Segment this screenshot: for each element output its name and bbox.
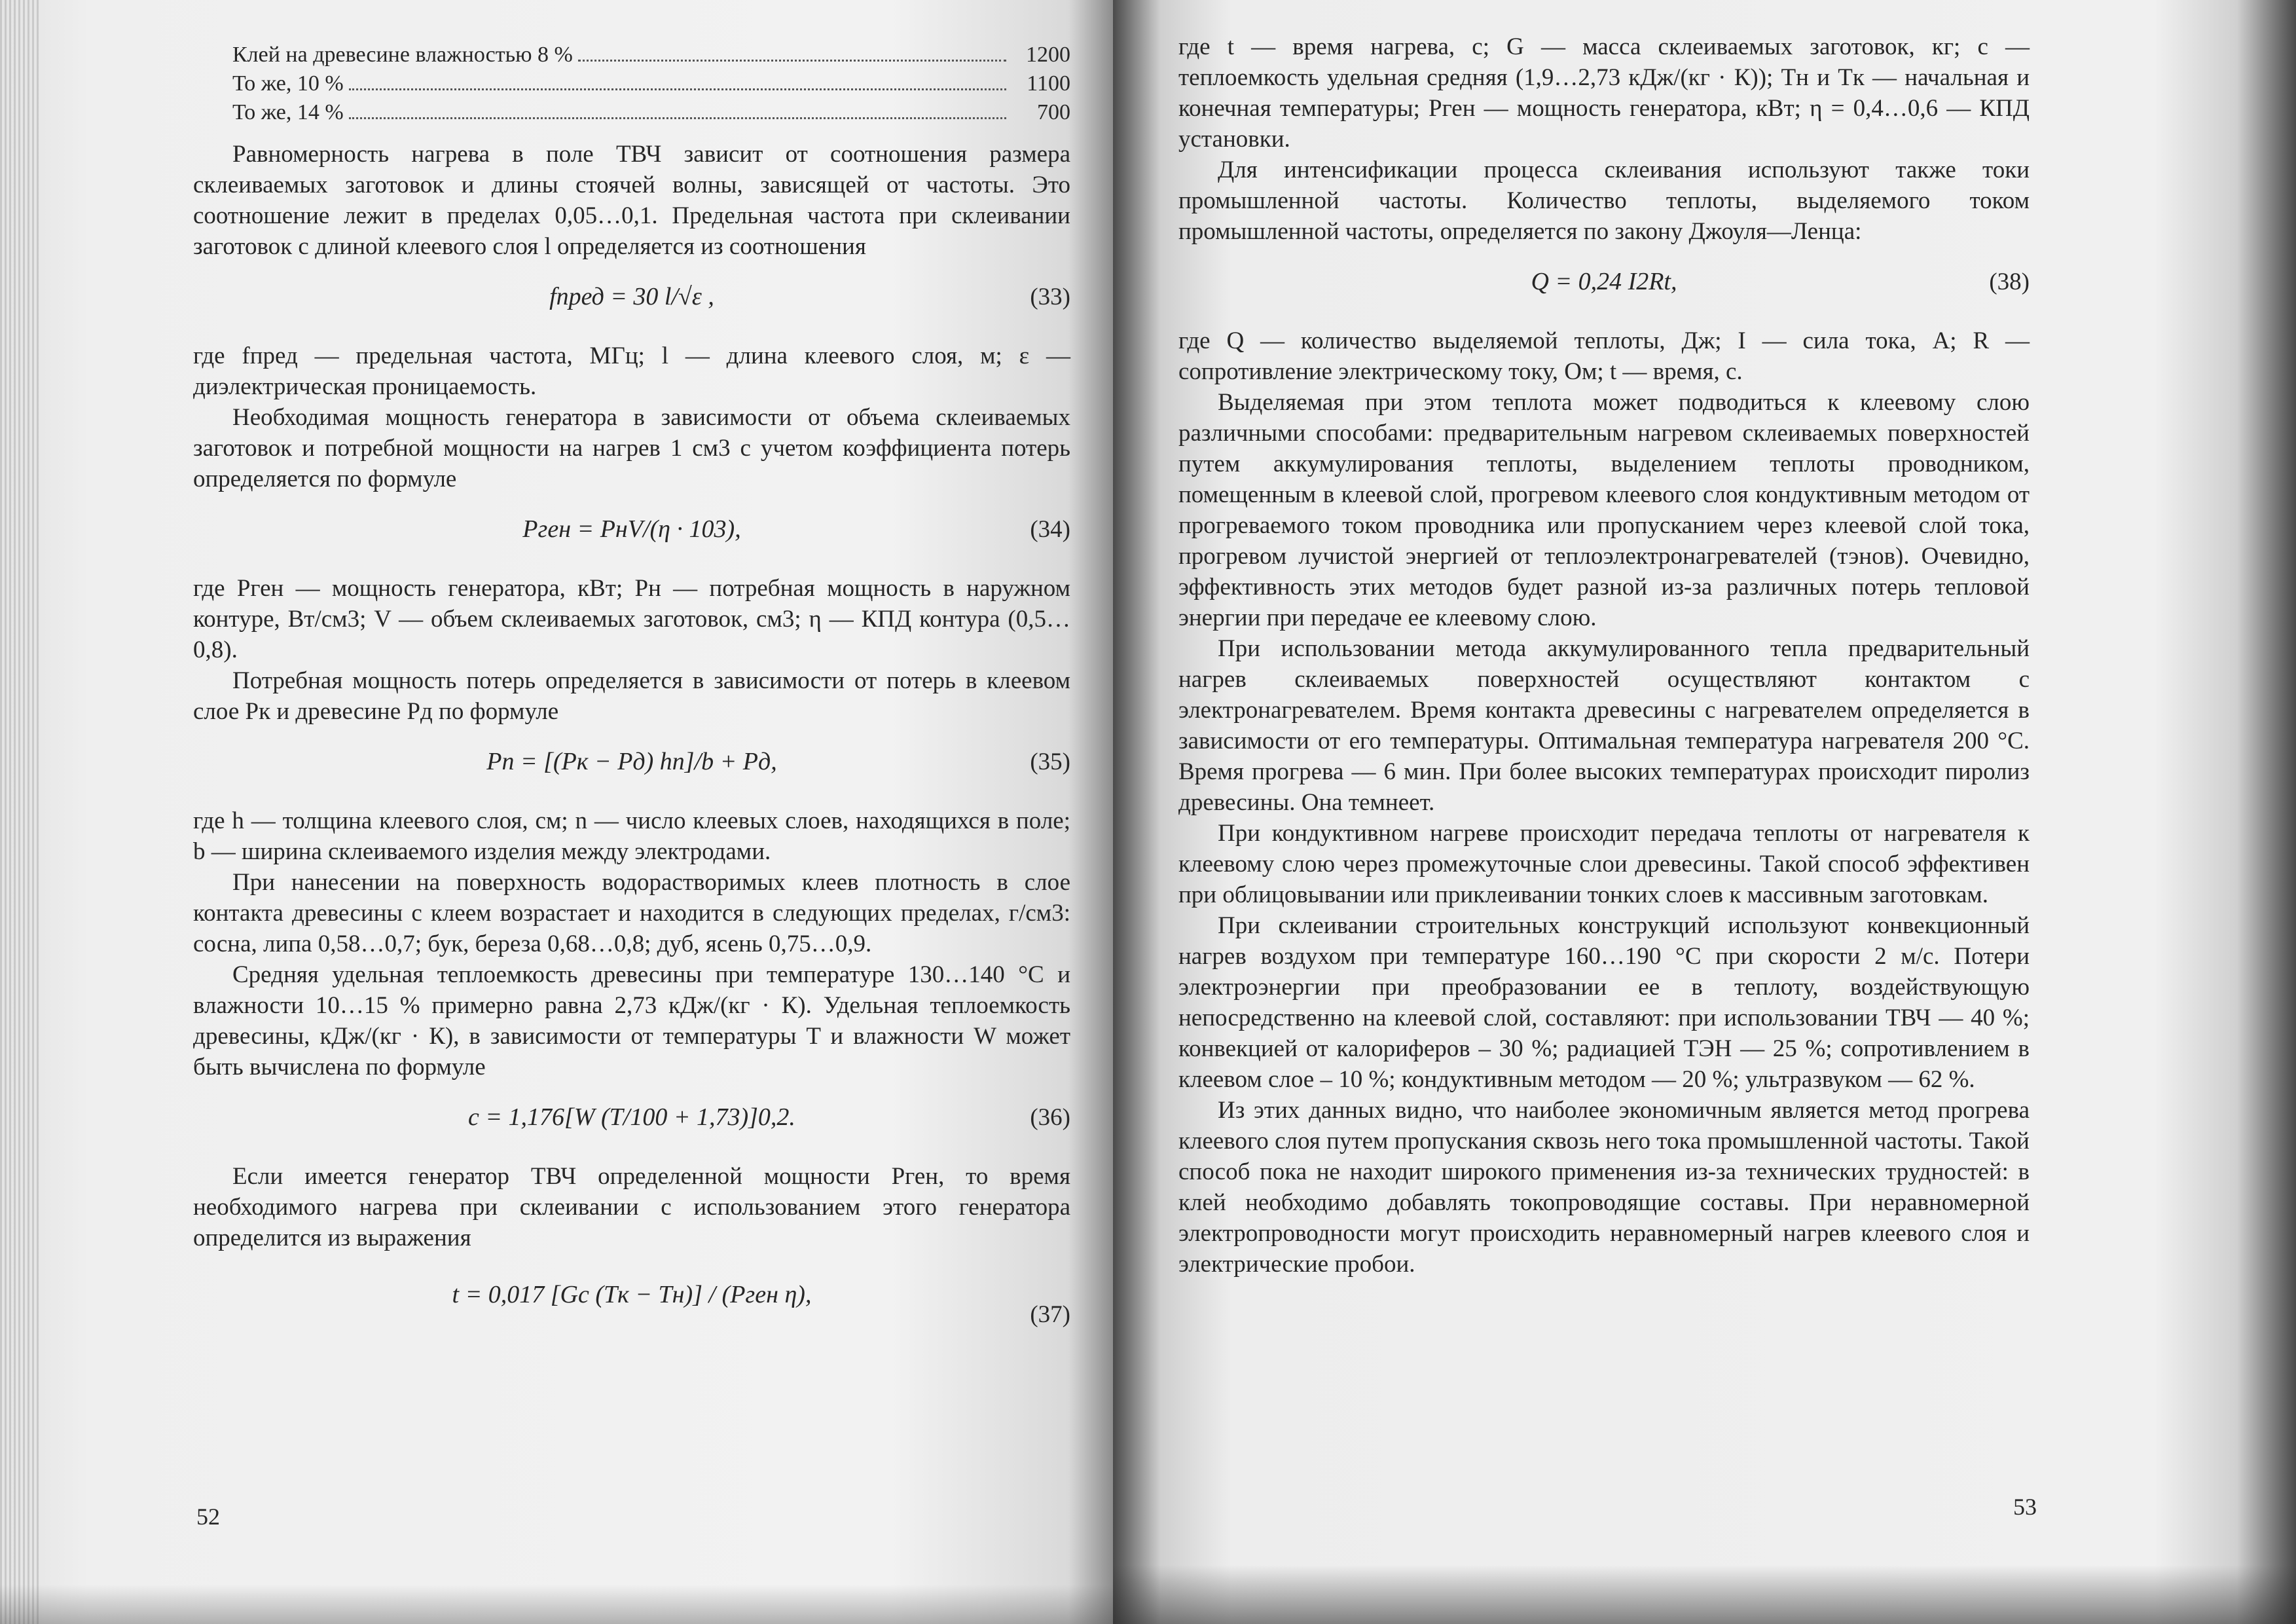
paragraph: где Q — количество выделяемой теплоты, Дж; I — сила тока, А; R — сопротивление электрическому току, Ом; t — время, с.: [1178, 327, 2030, 385]
formula-number: (37): [1030, 1301, 1070, 1328]
table-row: [232, 41, 1070, 69]
row-label: То же, 10 %: [232, 71, 344, 96]
paragraph: где t — время нагрева, с; G — масса склеиваемых заготовок, кг; c — теплоемкость удельная средняя (1,9…2,73 кДж/(кг · К)); Tн и Tк — начальная и конечная температуры; Pген — мощность генератора, кВт; η = 0,4…0,6 — КПД установки.: [1178, 33, 2030, 153]
paragraph: При кондуктивном нагреве происходит передача теплоты от нагревателя к клеевому слою через промежуточные слои древесины. Такой способ эффективен при облицовывании или приклеивании тонких слоев к массивным заготовкам.: [1178, 820, 2030, 908]
formula-expression: Pген = PнV/(η · 103),: [522, 515, 741, 543]
formula-36: [193, 1082, 1070, 1161]
table-row: [232, 98, 1070, 127]
formula-number: (35): [1030, 748, 1070, 775]
paragraph: Необходимая мощность генератора в зависимости от объема склеиваемых заготовок и потребной мощности на нагрев 1 см3 с учетом коэффициента потерь определяется по формуле: [193, 404, 1070, 492]
formula-34: [193, 494, 1070, 573]
paragraph: Если имеется генератор ТВЧ определенной мощности Pген, то время необходимого нагрева при склеивании с использованием этого генератора определится из выражения: [193, 1163, 1070, 1251]
formula-number: (38): [1989, 268, 2030, 295]
paragraph: где fпред — предельная частота, МГц; l — длина клеевого слоя, м; ε — диэлектрическая проницаемость.: [193, 342, 1070, 400]
formula-38: [1178, 247, 2030, 325]
paragraph: Равномерность нагрева в поле ТВЧ зависит от соотношения размера склеиваемых заготовок и длины стоячей волны, зависящей от частоты. Это соотношение лежит в пределах 0,05…0,1. Предельная частота при склеивании заготовок с длиной клеевого слоя l определяется из соотношения: [193, 141, 1070, 260]
paragraph: При использовании метода аккумулированного тепла предварительный нагрев склеиваемых поверхностей осуществляют контактом с электронагревателем. Время контакта древесины с нагревателем определяется в зависимости от его температуры. Оптимальная температура нагревателя 200 °С. Время прогрева — 6 мин. При более высоких температурах происходит пиролиз древесины. Она темнеет.: [1178, 635, 2030, 816]
page-shadow: [1113, 1565, 2296, 1624]
row-label: То же, 14 %: [232, 100, 344, 124]
row-value: 1200: [1026, 43, 1070, 67]
page-edge: [0, 0, 39, 1624]
formula-number: (36): [1030, 1104, 1070, 1131]
formula-expression: Pп = [(Pк − Pд) hn]/b + Pд,: [486, 748, 777, 775]
page-number: 52: [196, 1504, 220, 1530]
paragraph: При склеивании строительных конструкций используют конвекционный нагрев воздухом при температуре 160…190 °С при скорости 2 м/с. Потери электроэнергии при преобразовании ее в теплоту, воздействующую непосредственно на клеевой слой, составляют: при использовании ТВЧ — 40 %; конвекцией от калориферов – 30 %; радиацией ТЭН — 25 %; сопротивлением в клеевом слое – 10 %; кондуктивным методом — 20 %; ультразвуком — 62 %.: [1178, 912, 2030, 1093]
formula-33: [193, 262, 1070, 341]
formula-expression: fпред = 30 l/√ε ,: [549, 283, 714, 310]
formula-expression: t = 0,017 [Gc (Tк − Tн)] / (Pген η),: [452, 1281, 812, 1308]
formula-37: [193, 1253, 1070, 1358]
paragraph: Потребная мощность потерь определяется в зависимости от потерь в клеевом слое Pк и древесине Pд по формуле: [193, 667, 1070, 725]
paragraph: где h — толщина клеевого слоя, см; n — число клеевых слоев, находящихся в поле; b — ширина склеиваемого изделия между электродами.: [193, 807, 1070, 865]
paragraph: Выделяемая при этом теплота может подводиться к клеевому слою различными способами: предварительным нагревом склеиваемых поверхностей путем аккумулирования теплоты, выделением теплоты проводником, помещенным в клеевой слой, прогревом клеевого слоя кондуктивным методом от прогреваемого током проводника или пропусканием через клеевой слой тока, прогревом лучистой энергией от теплоэлектронагревателей (тэнов). Очевидно, эффективность этих методов будет разной из-за различных потерь тепловой энергии при передаче ее клеевому слою.: [1178, 389, 2030, 631]
row-label: Клей на древесине влажностью 8 %: [232, 43, 573, 67]
formula-number: (33): [1030, 284, 1070, 310]
paragraph: Для интенсификации процесса склеивания используют также токи промышленной частоты. Количество теплоты, выделяемого током промышленной частоты, определяется по закону Джоуля—Ленца:: [1178, 157, 2030, 245]
right-page-text: [1178, 31, 2030, 1280]
left-page-text: [193, 41, 1070, 1358]
paragraph: Из этих данных видно, что наиболее экономичным является метод прогрева клеевого слоя путем пропускания сквозь него тока промышленной частоты. Такой способ пока не находит широкого применения из-за технических трудностей: в клей необходимо добавлять токопроводящие составы. При неравномерной электропроводности могут происходить неравномерный нагрев клеевого слоя и электрические пробои.: [1178, 1097, 2030, 1278]
page-number: 53: [2013, 1494, 2037, 1520]
paragraph: где Pген — мощность генератора, кВт; Pн — потребная мощность в наружном контуре, Вт/см3; V — объем склеиваемых заготовок, см3; η — КПД контура (0,5…0,8).: [193, 575, 1070, 663]
dot-leader: [349, 88, 1006, 90]
formula-35: [193, 727, 1070, 805]
paragraph: Средняя удельная теплоемкость древесины при температуре 130…140 °С и влажности 10…15 % примерно равна 2,73 кДж/(кг · К). Удельная теплоемкость древесины, кДж/(кг · К), в зависимости от температуры T и влажности W может быть вычислена по формуле: [193, 961, 1070, 1080]
formula-number: (34): [1030, 516, 1070, 543]
row-value: 1100: [1027, 71, 1070, 96]
page-shadow: [0, 1585, 1113, 1624]
formula-expression: Q = 0,24 I2Rt,: [1531, 268, 1677, 295]
row-value: 700: [1037, 100, 1070, 124]
dot-leader: [578, 60, 1006, 62]
paragraph: При нанесении на поверхность водорастворимых клеев плотность в слое контакта древесины с клеем возрастает и находится в следующих пределах, г/см3: сосна, липа 0,58…0,7; бук, береза 0,68…0,8; дуб, ясень 0,75…0,9.: [193, 869, 1070, 957]
dot-leader: [349, 117, 1006, 119]
table-row: [232, 69, 1070, 98]
formula-expression: c = 1,176[W (T/100 + 1,73)]0,2.: [468, 1103, 795, 1131]
